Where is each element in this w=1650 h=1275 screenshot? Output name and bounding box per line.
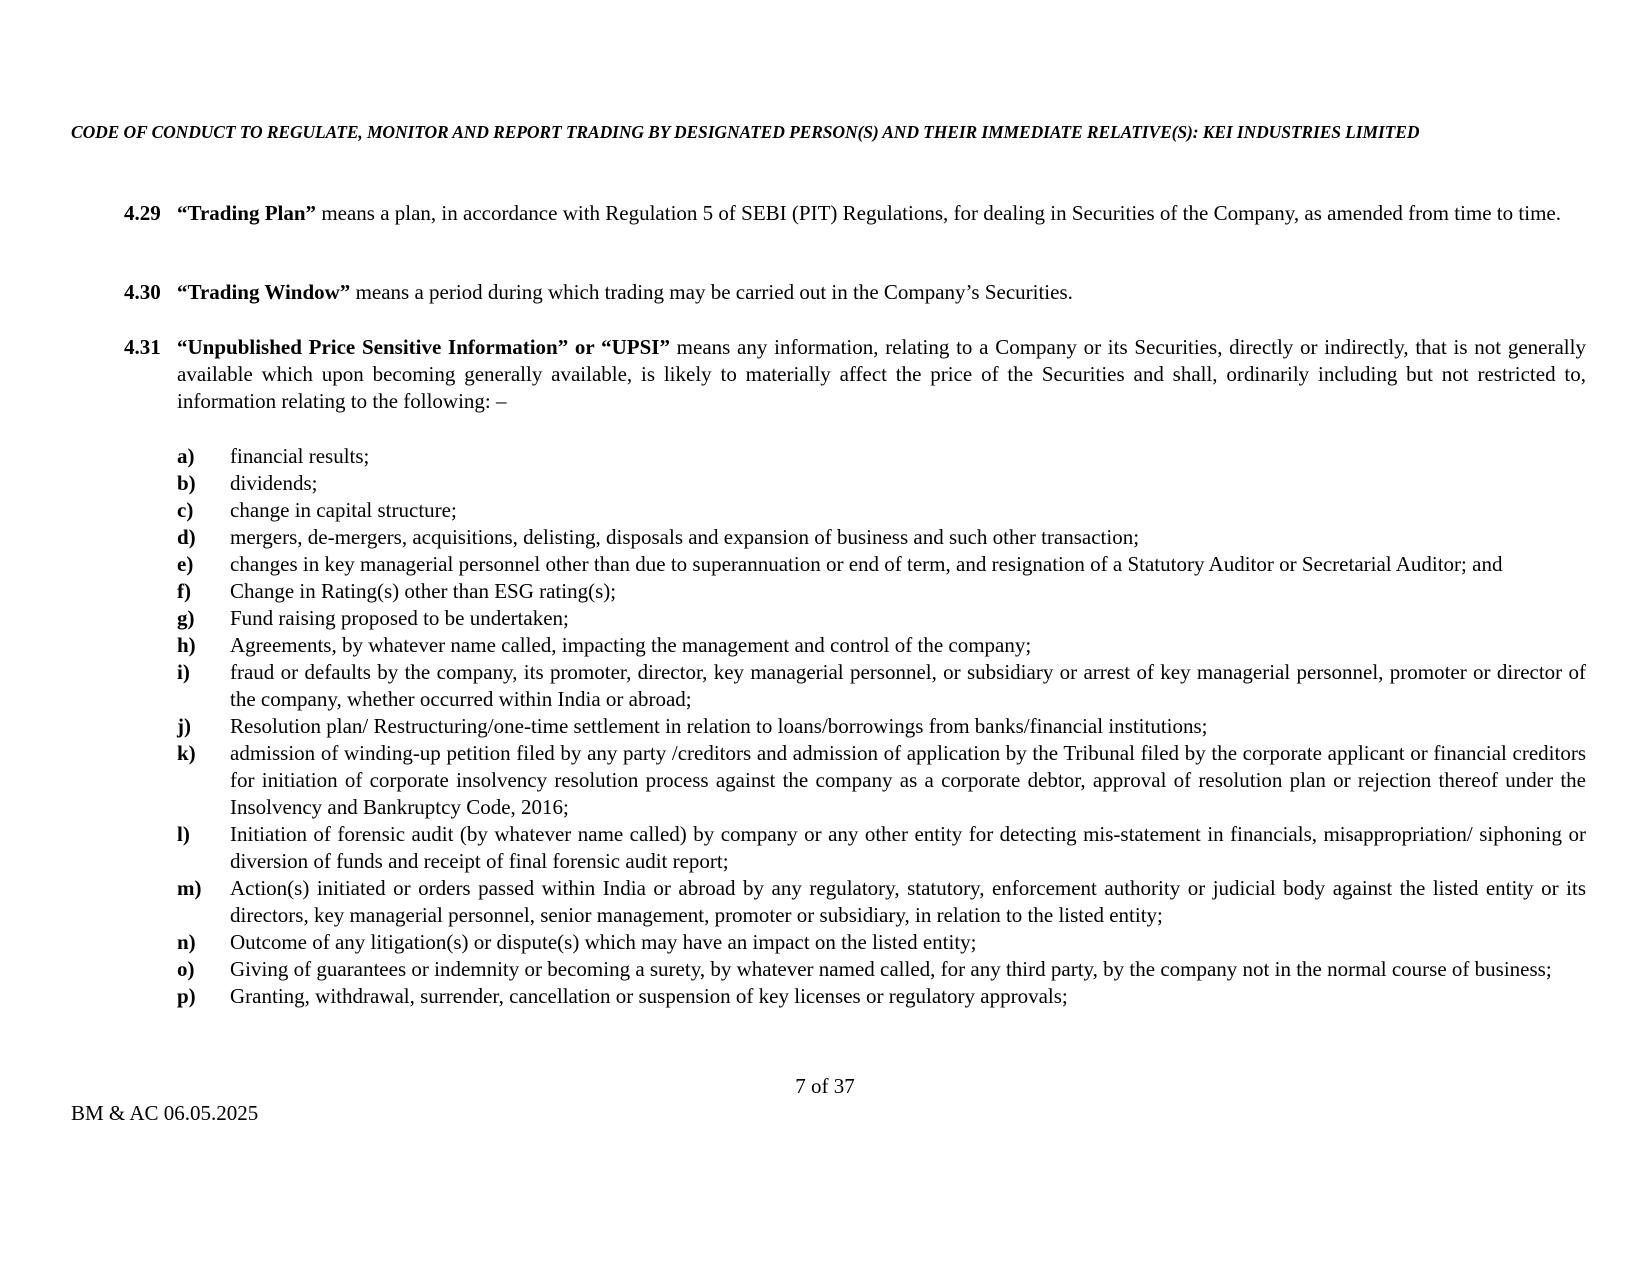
list-item	[177, 875, 1586, 929]
clause-number: 4.29	[124, 201, 161, 225]
list-item	[177, 524, 1586, 551]
clause-body	[177, 200, 1586, 227]
clause-term: “Unpublished Price Sensitive Information” or “UPSI”	[177, 335, 670, 359]
clause-4-30	[124, 279, 1586, 306]
running-header: CODE OF CONDUCT TO REGULATE, MONITOR AND REPORT TRADING BY DESIGNATED PERSON(S) AND THEIR IMMEDIATE RELATIVE(S): KEI INDUSTRIES LIMITED	[71, 122, 1420, 142]
list-item-text: admission of winding-up petition filed by any party /creditors and admission of application by the Tribunal filed by the corporate applicant or financial creditors for initiation of corporate insolvency resolution process against the company as a corporate debtor, approval of resolution plan or rejection thereof under the Insolvency and Bankruptcy Code, 2016;	[230, 741, 1586, 819]
list-marker: b)	[177, 471, 196, 495]
list-item	[177, 821, 1586, 875]
list-item	[177, 605, 1586, 632]
page-number: 7 of 37	[795, 1074, 855, 1098]
clause-text: means any information, relating to a Company or its Securities, directly or indirectly, that is not generally available which upon becoming generally available, is likely to materially affect the price of the Securities and shall, ordinarily including but not restricted to, information relating to the following: –	[177, 335, 1586, 413]
list-item-text: Initiation of forensic audit (by whatever name called) by company or any other entity for detecting mis-statement in financials, misappropriation/ siphoning or diversion of funds and receipt of final forensic audit report;	[230, 822, 1586, 873]
list-marker: h)	[177, 633, 196, 657]
list-marker: m)	[177, 876, 202, 900]
list-item	[177, 470, 1586, 497]
list-item	[177, 659, 1586, 713]
list-marker: i)	[177, 660, 190, 684]
clause-term: “Trading Plan”	[177, 201, 317, 225]
list-item-text: Outcome of any litigation(s) or dispute(s) which may have an impact on the listed entity;	[230, 930, 977, 954]
list-marker: o)	[177, 957, 195, 981]
list-item-text: financial results;	[230, 444, 370, 468]
list-item-text: Resolution plan/ Restructuring/one-time settlement in relation to loans/borrowings from banks/financial institutions;	[230, 714, 1208, 738]
list-item-text: Granting, withdrawal, surrender, cancellation or suspension of key licenses or regulatory approvals;	[230, 984, 1068, 1008]
list-marker: a)	[177, 444, 195, 468]
clause-body	[177, 334, 1586, 415]
list-marker: e)	[177, 552, 194, 576]
list-item	[177, 551, 1586, 578]
list-marker: p)	[177, 984, 196, 1008]
list-item-text: fraud or defaults by the company, its promoter, director, key managerial personnel, or subsidiary or arrest of key managerial personnel, promoter or director of the company, whether occurred within India or abroad;	[230, 660, 1586, 711]
list-item-text: Fund raising proposed to be undertaken;	[230, 606, 569, 630]
list-item-text: change in capital structure;	[230, 498, 457, 522]
list-item	[177, 713, 1586, 740]
list-item	[177, 497, 1586, 524]
clause-text: means a plan, in accordance with Regulation 5 of SEBI (PIT) Regulations, for dealing in Securities of the Company, as amended from time to time.	[316, 201, 1561, 225]
list-marker: g)	[177, 606, 195, 630]
list-item-text: Agreements, by whatever name called, impacting the management and control of the company;	[230, 633, 1032, 657]
clause-4-31	[124, 334, 1586, 415]
clause-4-29	[124, 200, 1586, 227]
clause-text: means a period during which trading may be carried out in the Company’s Securities.	[350, 280, 1073, 304]
list-item	[177, 443, 1586, 470]
list-marker: d)	[177, 525, 196, 549]
clause-number: 4.30	[124, 280, 161, 304]
list-item-text: dividends;	[230, 471, 318, 495]
list-item	[177, 632, 1586, 659]
clause-body	[177, 279, 1586, 306]
list-item-text: changes in key managerial personnel other than due to superannuation or end of term, and resignation of a Statutory Auditor or Secretarial Auditor; and	[230, 552, 1503, 576]
list-item-text: mergers, de-mergers, acquisitions, delisting, disposals and expansion of business and such other transaction;	[230, 525, 1140, 549]
clause-number: 4.31	[124, 335, 161, 359]
footer-reference: BM & AC 06.05.2025	[71, 1101, 259, 1125]
list-item	[177, 929, 1586, 956]
clause-term: “Trading Window”	[177, 280, 351, 304]
list-marker: l)	[177, 822, 190, 846]
list-marker: j)	[177, 714, 191, 738]
list-marker: k)	[177, 741, 196, 765]
list-item	[177, 578, 1586, 605]
list-item	[177, 956, 1586, 983]
list-item-text: Action(s) initiated or orders passed within India or abroad by any regulatory, statutory, enforcement authority or judicial body against the listed entity or its directors, key managerial personnel, senior management, promoter or subsidiary, in relation to the listed entity;	[230, 876, 1586, 927]
list-item-text: Change in Rating(s) other than ESG rating(s);	[230, 579, 617, 603]
list-item	[177, 740, 1586, 821]
list-marker: f)	[177, 579, 191, 603]
list-marker: c)	[177, 498, 194, 522]
upsi-item-list	[177, 443, 1586, 1010]
list-item-text: Giving of guarantees or indemnity or becoming a surety, by whatever named called, for any third party, by the company not in the normal course of business;	[230, 957, 1552, 981]
list-item	[177, 983, 1586, 1010]
list-marker: n)	[177, 930, 196, 954]
